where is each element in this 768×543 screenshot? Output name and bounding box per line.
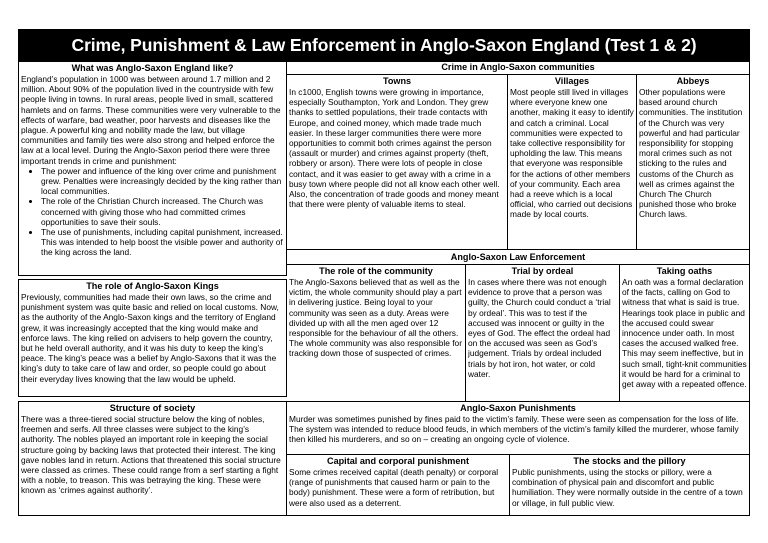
column-heading: Towns (382, 76, 412, 86)
law-enforcement-section (287, 250, 750, 402)
column-heading: Taking oaths (656, 266, 713, 276)
section-heading: Anglo-Saxon Law Enforcement (287, 250, 749, 265)
what-was-england-like-section (18, 61, 287, 276)
section-text: There was a three-tiered social structure below the king of nobles, freemen and serfs. All three classes were subject to the king’s authority. The nobles played an important role in keeping the social structure going by backing laws that protected their interest. The king gave nobles land in return. Actions that threatened this social structure were classed as crimes. These could range from a serf starting a fight with a noble, to treason. This was betraying the king. These were known as ‘crimes against authority’. (21, 414, 281, 496)
column-text: The Anglo-Saxons believed that as well as the victim, the whole community should play a part in delivering justice. Being loyal to your community was seen as a duty. Areas were divided up with all the men aged over 12 responsible for the behaviour of all the others. The whole community was also responsible for tracking down those of suspected of crimes. (289, 277, 462, 359)
column-heading: The role of the community (319, 266, 433, 276)
list-item: • The role of the Christian Church increased. The Church was concerned with giving those who had committed crimes opportunities to save their souls. (41, 196, 284, 227)
ordeal-column (466, 265, 620, 402)
trends-list (19, 166, 286, 258)
section-text: Previously, communities had made their own laws, so the crime and punishment system was quite basic and relied on local customs. Now, as the authority of the Anglo-Saxon kings and the territory of England grew, it was increasingly accepted that the king would make and enforce laws. The king relied on advisers to help govern the country, but he held overall authority, and it was his duty to keep the king’s peace. The king’s peace was a belief by Anglo-Saxons that it was the king’s duty to take care of law and order, so people could go about their everyday lives knowing that the law would be upheld. (21, 292, 279, 384)
section-heading: Structure of society (109, 403, 196, 413)
society-section (18, 401, 287, 516)
list-item: • The power and influence of the king over crime and punishment grew. Penalties were increasingly decided by the king rather than local communities. (41, 166, 284, 197)
column-text: Some crimes received capital (death penalty) or corporal (range of punishments that caused harm or pain to the body) punishment. These were a form of retribution, but were also used as a deterrent. (289, 467, 499, 508)
column-heading: The stocks and the pillory (573, 456, 686, 466)
section-heading: Anglo-Saxon Punishments (460, 403, 576, 413)
column-text: In cases where there was not enough evidence to prove that a person was guilty, the Church could conduct a ‘trial by ordeal’. This was to test if the accused was innocent or guilty in the eyes of God. The effect the ordeal had on the accused was seen as God’s judgement. Trials by ordeal included trials by hot iron, hot water, or cold water. (468, 277, 611, 379)
column-heading: Villages (554, 76, 590, 86)
villages-column (508, 75, 637, 250)
column-text: An oath was a formal declaration of the facts, calling on God to witness that what is said is true. Hearings took place in public and the accused could swear innocence under oath. In most cases the accused walked free. This may seem ineffective, but in such small, tight-knit communities it would be hard for a criminal to get away with a repeated offence. (622, 277, 747, 390)
communities-section (287, 61, 750, 250)
community-column (287, 265, 466, 402)
kings-section (18, 279, 287, 397)
list-item: • The use of punishments, including capital punishment, increased. This was intended to help boost the visible power and authority of the king across the land. (41, 227, 284, 258)
column-text: Other populations were based around church communities. The institution of the Church was very powerful and had particular responsibility for stopping moral crimes such as not sticking to the rules and customs of the Church as well as crimes against the Church The Church punished those who broke Church laws. (639, 87, 743, 220)
column-text: Public punishments, using the stocks or pillory, were a combination of physical pain and discomfort and public humiliation. They were normally outside in the centre of a town or village, in full public view. (512, 467, 743, 508)
section-heading: What was Anglo-Saxon England like? (71, 63, 234, 73)
column-heading: Capital and corporal punishment (327, 456, 469, 466)
column-text: In c1000, English towns were growing in importance, especially Southampton, York and London. They grew thanks to settled populations, their trade contacts with Europe, and coined money, which made trade much easier. In these larger communities there were more opportunities to commit both crimes against the person (assault or murder) and crimes against property (theft, robbery or arson). There were lots of people in close contact, and it was easier to get away with a crime in a busy town where people did not all know each other well. Also, the concentration of trade goods and money meant that there were plenty of valuable items to steal. (289, 87, 500, 210)
page-title: Crime, Punishment & Law Enforcement in Anglo-Saxon England (Test 1 & 2) (18, 29, 750, 61)
column-heading: Trial by ordeal (511, 266, 574, 276)
capital-column (287, 454, 510, 516)
section-text: England’s population in 1000 was between around 1.7 million and 2 million. About 90% of the population lived in the countryside with few people living in towns. In rural areas, people lived in small, scattered hamlets and on farms. These communities were very vulnerable to the effects of warfare, bad weather, poor harvests and diseases like the plague. A powerful king and nobility made the law, but village communities and family ties were also strong and helped enforce the law at a local level. During the Anglo-Saxon period there were three important trends in crime and punishment: (21, 74, 281, 166)
section-heading: Crime in Anglo-Saxon communities (287, 62, 749, 75)
section-text: Murder was sometimes punished by fines paid to the victim’s family. These were seen as compensation for the loss of life. The system was intended to reduce blood feuds, in which members of the victim’s family killed the murderer, whose family then killed his murderers, and so on – creating an ongoing cycle of violence. (289, 414, 739, 445)
oaths-column (620, 265, 749, 402)
towns-column (287, 75, 508, 250)
column-heading: Abbeys (676, 76, 710, 86)
abbeys-column (637, 75, 749, 250)
punishments-section (287, 402, 750, 516)
column-text: Most people still lived in villages where everyone knew one another, making it easy to identify and catch a criminal. Local communities were expected to take collective responsibility for upholding the law. This means that everyone was responsible for the actions of other members of your community. Each area had a reeve which is a local official, who carried out decisions made by local courts. (510, 87, 634, 220)
section-heading: The role of Anglo-Saxon Kings (86, 281, 219, 291)
stocks-column (510, 454, 749, 516)
